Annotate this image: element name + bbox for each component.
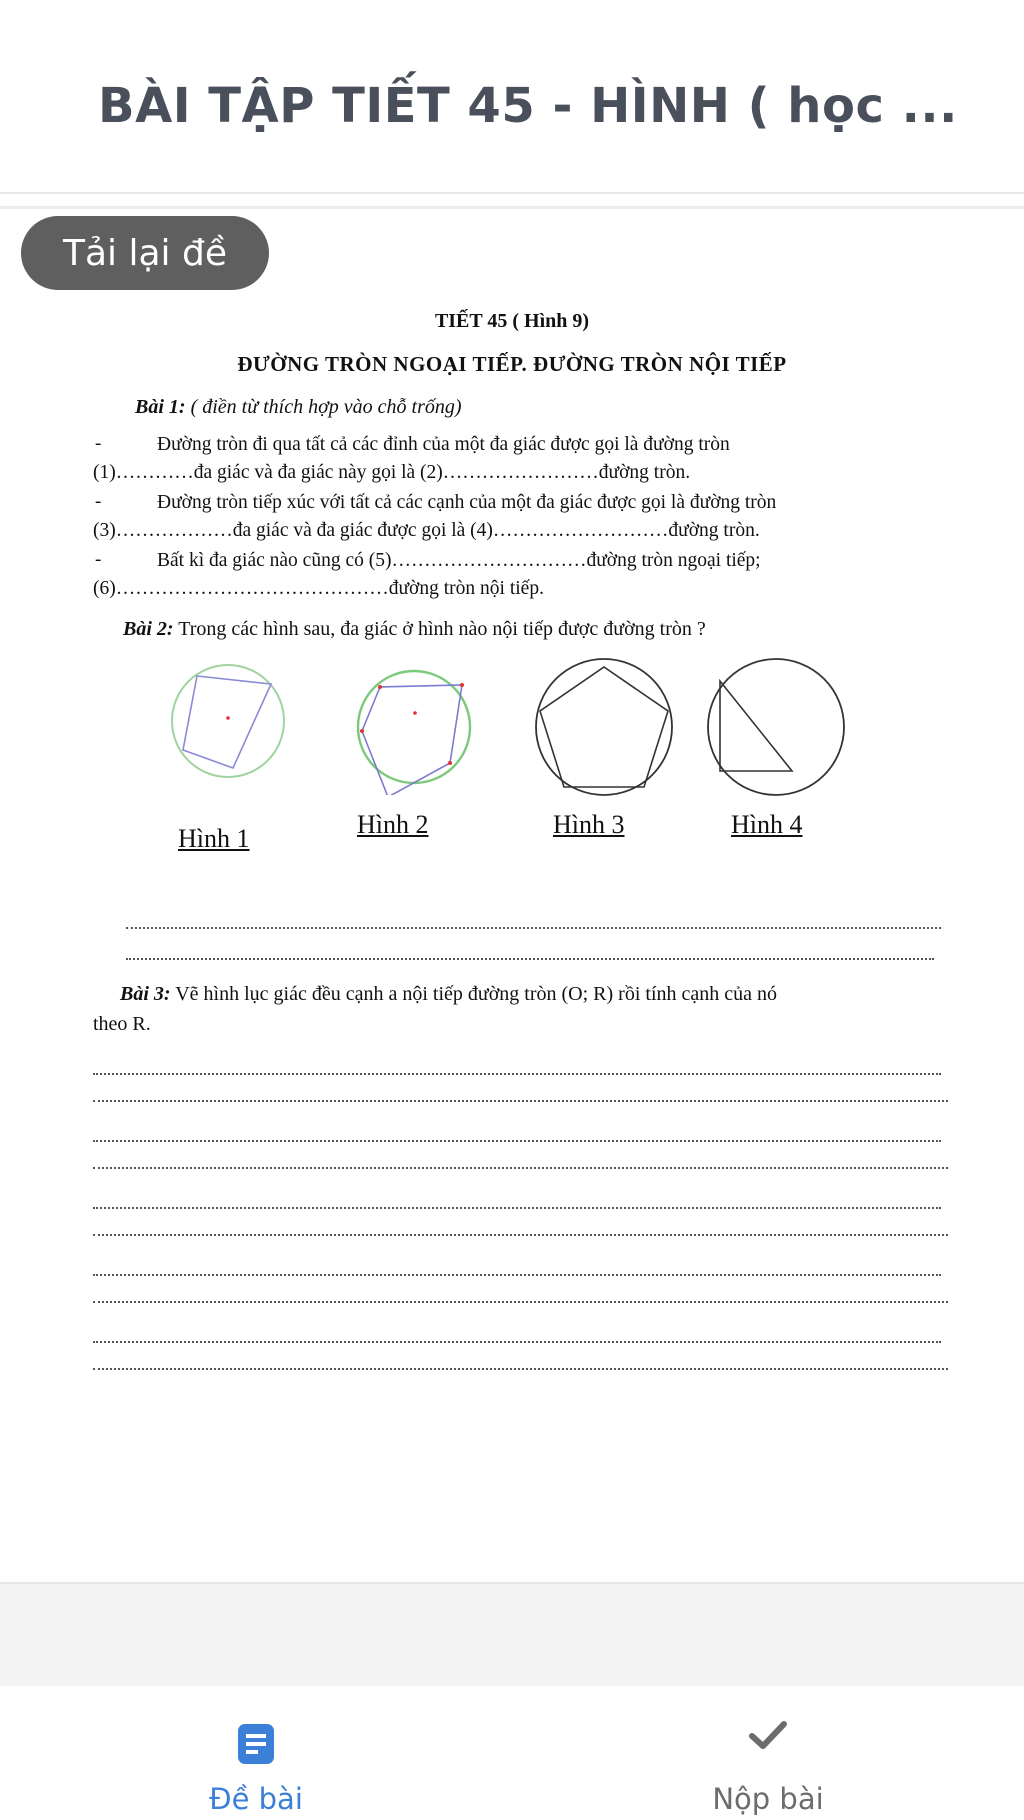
figure-2-diagram: [350, 665, 480, 795]
header-divider-shadow: [0, 206, 1024, 209]
answer-line: [126, 958, 934, 960]
tab-de-bai-label: Đề bài: [209, 1782, 303, 1816]
page-title: BÀI TẬP TIẾT 45 - HÌNH ( học ...: [98, 78, 958, 134]
figure-3-diagram: [532, 655, 677, 800]
figure-1-diagram: [165, 658, 295, 788]
exam-document: [0, 300, 1024, 1580]
answer-line: [93, 1368, 948, 1370]
bai1-label: Bài 1:: [135, 396, 186, 418]
answer-line: [93, 1100, 948, 1102]
tab-nop-bai-label: Nộp bài: [712, 1782, 824, 1816]
bai3-text-cont: theo R.: [93, 1013, 151, 1035]
check-icon: [748, 1718, 788, 1752]
reload-exam-button[interactable]: Tải lại đề: [21, 216, 269, 290]
figure-label: Hình 1: [178, 824, 250, 853]
bullet-dash: -: [95, 549, 102, 570]
bai1-instruction: ( điền từ thích hợp vào chỗ trống): [185, 396, 462, 418]
answer-line: [93, 1274, 941, 1276]
answer-line: [126, 927, 941, 929]
bai3-text: Vẽ hình lục giác đều cạnh a nội tiếp đường tròn (O; R) rồi tính cạnh của nó: [170, 983, 778, 1005]
bai3-label: Bài 3:: [120, 983, 171, 1005]
bai2-text: Trong các hình sau, đa giác ở hình nào nội tiếp được đường tròn ?: [173, 618, 706, 640]
bai1-line: (1)…………đa giác và đa giác này gọi là (2)……………………đường tròn.: [93, 462, 691, 483]
bai1-line: (3)………………đa giác và đa giác được gọi là (4)………………………đường tròn.: [93, 520, 760, 541]
document-icon: [236, 1722, 276, 1766]
figure-4-diagram: [704, 655, 849, 800]
answer-line: [93, 1167, 948, 1169]
answer-line: [93, 1234, 948, 1236]
figure-label: Hình 2: [357, 810, 429, 839]
answer-line: [93, 1341, 941, 1343]
page-header: [0, 0, 1024, 195]
doc-title-lesson: TIẾT 45 ( Hình 9): [434, 310, 590, 332]
answer-line: [93, 1301, 948, 1303]
bullet-dash: -: [95, 491, 102, 512]
figure-label: Hình 4: [731, 810, 803, 839]
bai2-label: Bài 2:: [123, 618, 174, 640]
header-divider: [0, 192, 1024, 194]
answer-line: [93, 1207, 941, 1209]
bai1-heading: [135, 396, 462, 419]
bai3-heading: [120, 983, 777, 1006]
bullet-dash: -: [95, 433, 102, 454]
bai2-heading: [123, 618, 706, 641]
answer-line: [93, 1073, 941, 1075]
answer-line: [93, 1140, 941, 1142]
bai1-line: Bất kì đa giác nào cũng có (5)…………………………đường tròn ngoại tiếp;: [157, 550, 761, 571]
bai1-line: Đường tròn đi qua tất cả các đỉnh của một đa giác được gọi là đường tròn: [157, 434, 730, 455]
figure-label: Hình 3: [553, 810, 625, 839]
doc-title-topic: ĐƯỜNG TRÒN NGOẠI TIẾP. ĐƯỜNG TRÒN NỘI TIẾP: [237, 352, 787, 376]
bottom-tab-bar: [0, 1686, 1024, 1820]
tab-de-bai[interactable]: [0, 1686, 512, 1820]
bai1-line: (6)……………………………………đường tròn nội tiếp.: [93, 578, 544, 599]
tab-nop-bai[interactable]: [512, 1686, 1024, 1820]
content-footer-band: [0, 1582, 1024, 1688]
bai1-line: Đường tròn tiếp xúc với tất cả các cạnh của một đa giác được gọi là đường tròn: [157, 492, 777, 513]
